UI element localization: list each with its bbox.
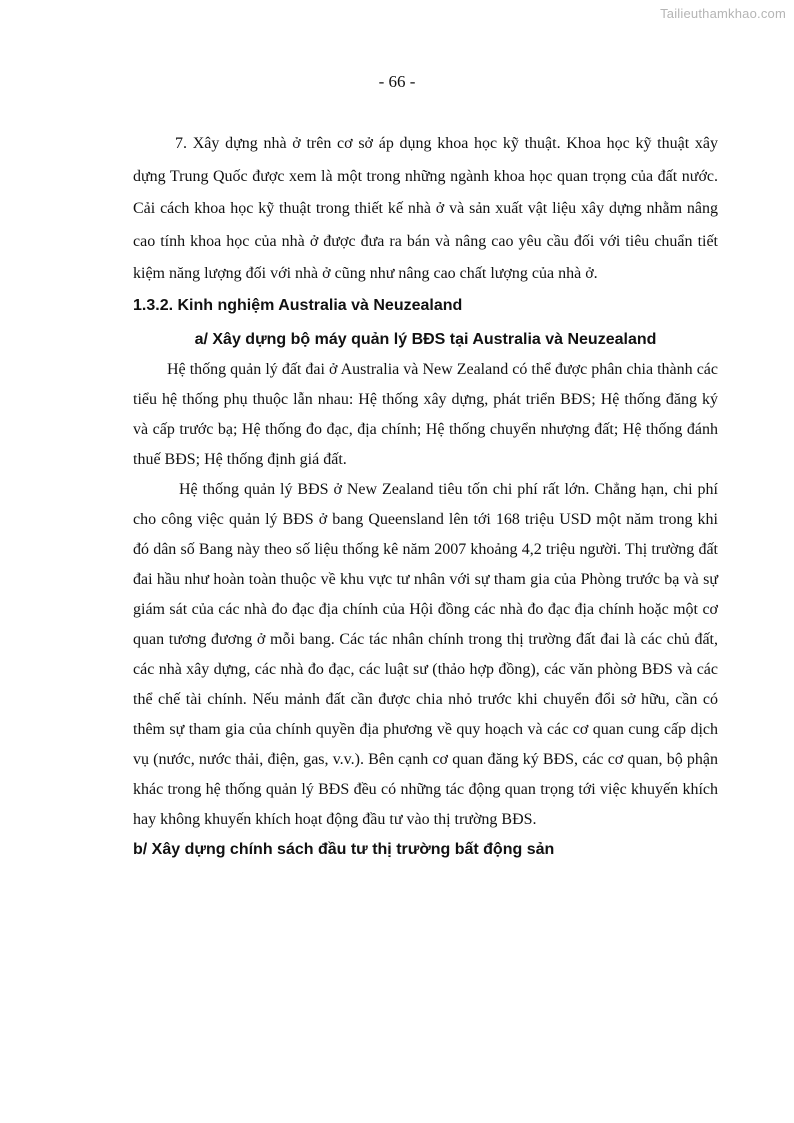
subheading-management-apparatus: a/ Xây dựng bộ máy quản lý BĐS tại Australia và Neuzealand: [194, 330, 657, 348]
subheading-investment-policy: b/ Xây dựng chính sách đầu tư thị trường bất động sản: [133, 840, 555, 858]
document-body: [133, 128, 718, 865]
page-number: - 66 -: [378, 72, 416, 91]
paragraph-real-estate-management-cost: Hệ thống quản lý BĐS ở New Zealand tiêu tốn chi phí rất lớn. Chẳng hạn, chi phí cho công việc quản lý BĐS ở bang Queensland lên tới 168 triệu USD một năm trong khi đó dân số Bang này theo số liệu thống kê năm 2007 khoảng 4,2 triệu người. Thị trường đất đai hầu như hoàn toàn thuộc về khu vực tư nhân với sự tham gia của Phòng trước bạ và sự giám sát của các nhà đo đạc địa chính của Hội đồng các nhà đo đạc địa chính hoặc một cơ quan tương đương ở mỗi bang. Các tác nhân chính trong thị trường đất đai là các chủ đất, các nhà xây dựng, các nhà đo đạc, các luật sư (thảo hợp đồng), các văn phòng BĐS và các thể chế tài chính. Nếu mảnh đất cần được chia nhỏ trước khi chuyển đổi sở hữu, cần có thêm sự tham gia của chính quyền địa phương về quy hoạch và các cơ quan cung cấp dịch vụ (nước, nước thải, điện, gas, v.v.). Bên cạnh cơ quan đăng ký BĐS, các cơ quan, bộ phận khác trong hệ thống quản lý BĐS đều có những tác động quan trọng tới việc khuyến khích hay không khuyến khích hoạt động đầu tư vào thị trường BĐS.: [133, 480, 718, 828]
watermark: Tailieuthamkhao.com: [660, 6, 786, 21]
paragraph-science-technology: 7. Xây dựng nhà ở trên cơ sở áp dụng khoa học kỹ thuật. Khoa học kỹ thuật xây dựng Trung Quốc được xem là một trong những ngành khoa học quan trọng của đất nước. Cải cách khoa học kỹ thuật trong thiết kế nhà ở và sản xuất vật liệu xây dựng nhằm nâng cao tính khoa học của nhà ở được đưa ra bán và nâng cao yêu cầu đối với tiêu chuẩn tiết kiệm năng lượng đối với nhà ở cũng như nâng cao chất lượng của nhà ở.: [133, 135, 718, 283]
paragraph-land-management-system: Hệ thống quản lý đất đai ở Australia và New Zealand có thể được phân chia thành các tiểu hệ thống phụ thuộc lẫn nhau: Hệ thống xây dựng, phát triển BĐS; Hệ thống đăng ký và cấp trước bạ; Hệ thống đo đạc, địa chính; Hệ thống chuyển nhượng đất; Hệ thống đánh thuế BĐS; Hệ thống định giá đất.: [133, 360, 718, 468]
section-heading-australia-newzealand: 1.3.2. Kinh nghiệm Australia và Neuzealand: [133, 296, 463, 314]
